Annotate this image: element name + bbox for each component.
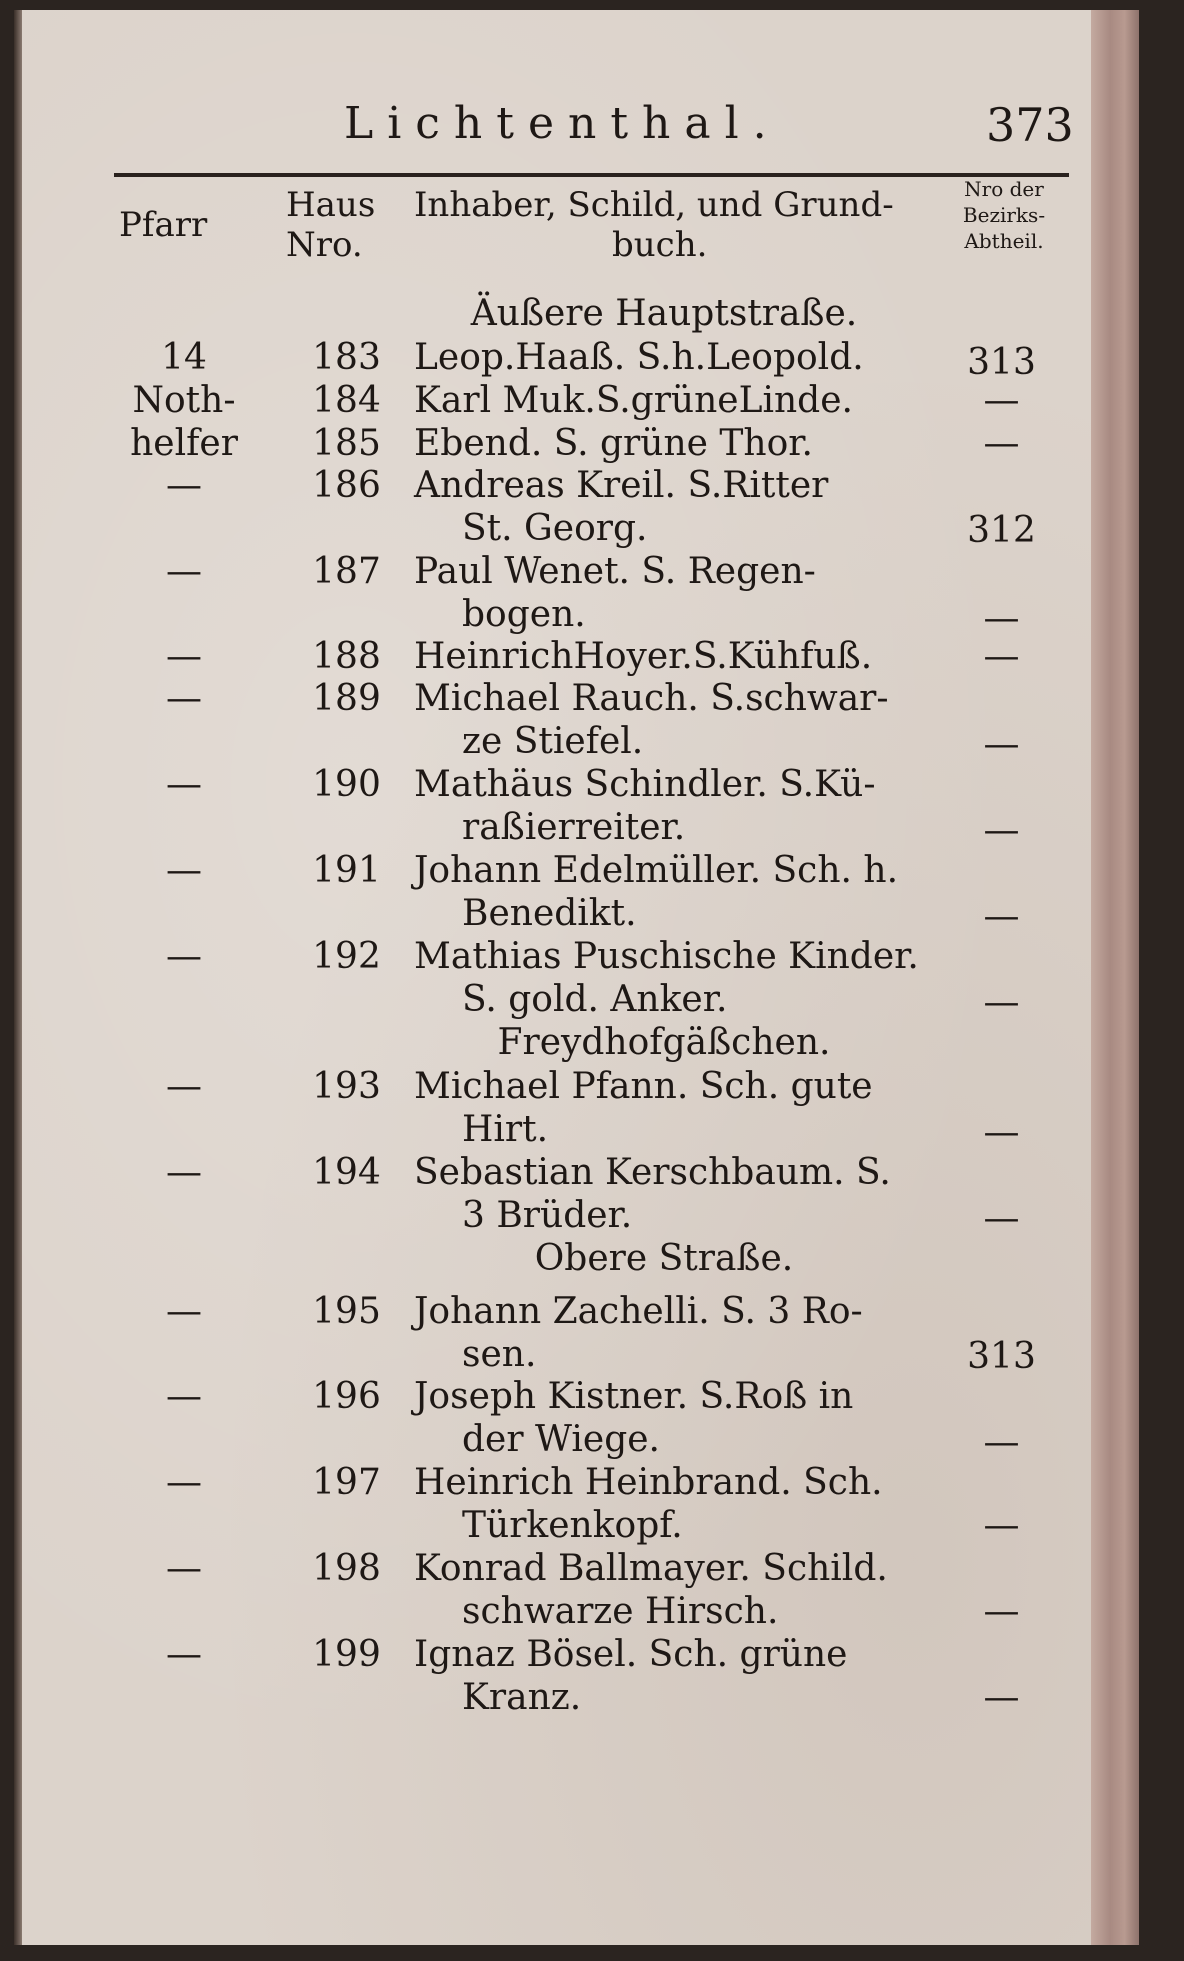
house-number: 195: [312, 1291, 381, 1332]
section-heading: Freydhofgäßchen.: [497, 1022, 831, 1063]
entry-text-continued: S. gold. Anker.: [462, 979, 728, 1020]
house-number: 194: [312, 1152, 381, 1193]
entry-text-continued: Hirt.: [462, 1109, 549, 1150]
entry-text: Joseph Kistner. S.Roß in: [414, 1376, 854, 1417]
abtheil-cell: —: [983, 1422, 1020, 1463]
house-number: 197: [312, 1462, 381, 1503]
pfarr-cell: —: [166, 1291, 202, 1332]
abtheil-cell: 312: [967, 510, 1036, 551]
entry-text-continued: schwarze Hirsch.: [462, 1591, 779, 1632]
pfarr-cell: —: [166, 1152, 202, 1193]
entry-text: Michael Rauch. S.schwar-: [414, 678, 889, 719]
house-number: 189: [312, 678, 381, 719]
house-number: 199: [312, 1634, 381, 1675]
house-number: 188: [312, 636, 381, 677]
pfarr-cell: —: [166, 1548, 202, 1589]
house-number: 186: [312, 465, 381, 506]
pfarr-cell: —: [166, 465, 202, 506]
house-number: 193: [312, 1066, 381, 1107]
house-number: 192: [312, 936, 381, 977]
entry-text-continued: bogen.: [462, 594, 586, 635]
abtheil-cell: —: [983, 896, 1020, 937]
entry-text: Sebastian Kerschbaum. S.: [414, 1152, 891, 1193]
entry-text: Andreas Kreil. S.Ritter: [414, 465, 829, 506]
pfarr-cell: —: [166, 551, 202, 592]
book-page: [14, 10, 1139, 1945]
abtheil-cell: —: [983, 724, 1020, 765]
header-rule: [114, 173, 1069, 177]
column-header-bezirks: Bezirks-: [962, 203, 1046, 227]
entry-text: Michael Pfann. Sch. gute: [414, 1066, 873, 1107]
entry-text: Karl Muk.S.grüneLinde.: [414, 380, 853, 421]
abtheil-cell: —: [983, 636, 1020, 677]
house-number: 187: [312, 551, 381, 592]
running-title: Lichtenthal.: [344, 98, 781, 149]
pfarr-cell: 14: [161, 337, 207, 378]
column-header-inhaber: Inhaber, Schild, und Grund-: [414, 185, 894, 225]
entry-text-continued: sen.: [462, 1334, 537, 1375]
entry-text: Leop.Haaß. S.h.Leopold.: [414, 337, 864, 378]
house-number: 191: [312, 850, 381, 891]
entry-text-continued: Benedikt.: [462, 893, 637, 934]
section-heading: Obere Straße.: [534, 1238, 794, 1279]
abtheil-cell: —: [983, 423, 1020, 464]
column-header-inhaber-buch: buch.: [612, 225, 708, 265]
house-number: 196: [312, 1376, 381, 1417]
house-number: 184: [312, 380, 381, 421]
abtheil-cell: —: [983, 598, 1020, 639]
column-header-haus: Haus: [286, 185, 376, 225]
column-header-haus-nro: Nro.: [286, 225, 363, 265]
entry-text: Konrad Ballmayer. Schild.: [414, 1548, 888, 1589]
entry-text-continued: 3 Brüder.: [462, 1195, 633, 1236]
abtheil-cell: —: [983, 1591, 1020, 1632]
entry-text-continued: raßierreiter.: [462, 807, 686, 848]
entry-text-continued: Kranz.: [462, 1677, 582, 1718]
abtheil-cell: —: [983, 1198, 1020, 1239]
entry-text-continued: der Wiege.: [462, 1419, 660, 1460]
entry-text: Mathias Puschische Kinder.: [414, 936, 919, 977]
page-number: 373: [986, 98, 1074, 152]
entry-text: Ebend. S. grüne Thor.: [414, 423, 813, 464]
abtheil-cell: —: [983, 1112, 1020, 1153]
column-header-nro: Nro der: [964, 177, 1044, 201]
abtheil-cell: —: [983, 982, 1020, 1023]
pfarr-cell: —: [166, 850, 202, 891]
entry-text: Paul Wenet. S. Regen-: [414, 551, 816, 592]
abtheil-cell: —: [983, 810, 1020, 851]
house-number: 198: [312, 1548, 381, 1589]
entry-text: HeinrichHoyer.S.Kühfuß.: [414, 636, 873, 677]
pfarr-cell: —: [166, 936, 202, 977]
column-header-abtheil: Abtheil.: [964, 229, 1044, 253]
entry-text-continued: Türkenkopf.: [462, 1505, 683, 1546]
house-number: 190: [312, 764, 381, 805]
pfarr-cell: —: [166, 1634, 202, 1675]
pfarr-cell: —: [166, 764, 202, 805]
entry-text: Johann Zachelli. S. 3 Ro-: [414, 1291, 863, 1332]
pfarr-cell: helfer: [130, 423, 238, 464]
abtheil-cell: —: [983, 380, 1020, 421]
abtheil-cell: 313: [967, 1336, 1036, 1377]
section-heading: Äußere Hauptstraße.: [470, 293, 858, 334]
pfarr-cell: —: [166, 636, 202, 677]
entry-text: Mathäus Schindler. S.Kü-: [414, 764, 876, 805]
pfarr-cell: Noth-: [132, 380, 236, 421]
entry-text-continued: ze Stiefel.: [462, 721, 644, 762]
entry-text: Heinrich Heinbrand. Sch.: [414, 1462, 883, 1503]
entry-text: Johann Edelmüller. Sch. h.: [414, 850, 899, 891]
pfarr-cell: —: [166, 678, 202, 719]
abtheil-cell: 313: [967, 342, 1036, 383]
abtheil-cell: —: [983, 1677, 1020, 1718]
column-header-pfarr: Pfarr: [119, 205, 208, 245]
pfarr-cell: —: [166, 1066, 202, 1107]
house-number: 183: [312, 337, 381, 378]
abtheil-cell: —: [983, 1505, 1020, 1546]
house-number: 185: [312, 423, 381, 464]
entry-text: Ignaz Bösel. Sch. grüne: [414, 1634, 848, 1675]
pfarr-cell: —: [166, 1462, 202, 1503]
page-edge: [1091, 10, 1139, 1945]
pfarr-cell: —: [166, 1376, 202, 1417]
entry-text-continued: St. Georg.: [462, 508, 648, 549]
page-gutter: [14, 10, 22, 1945]
